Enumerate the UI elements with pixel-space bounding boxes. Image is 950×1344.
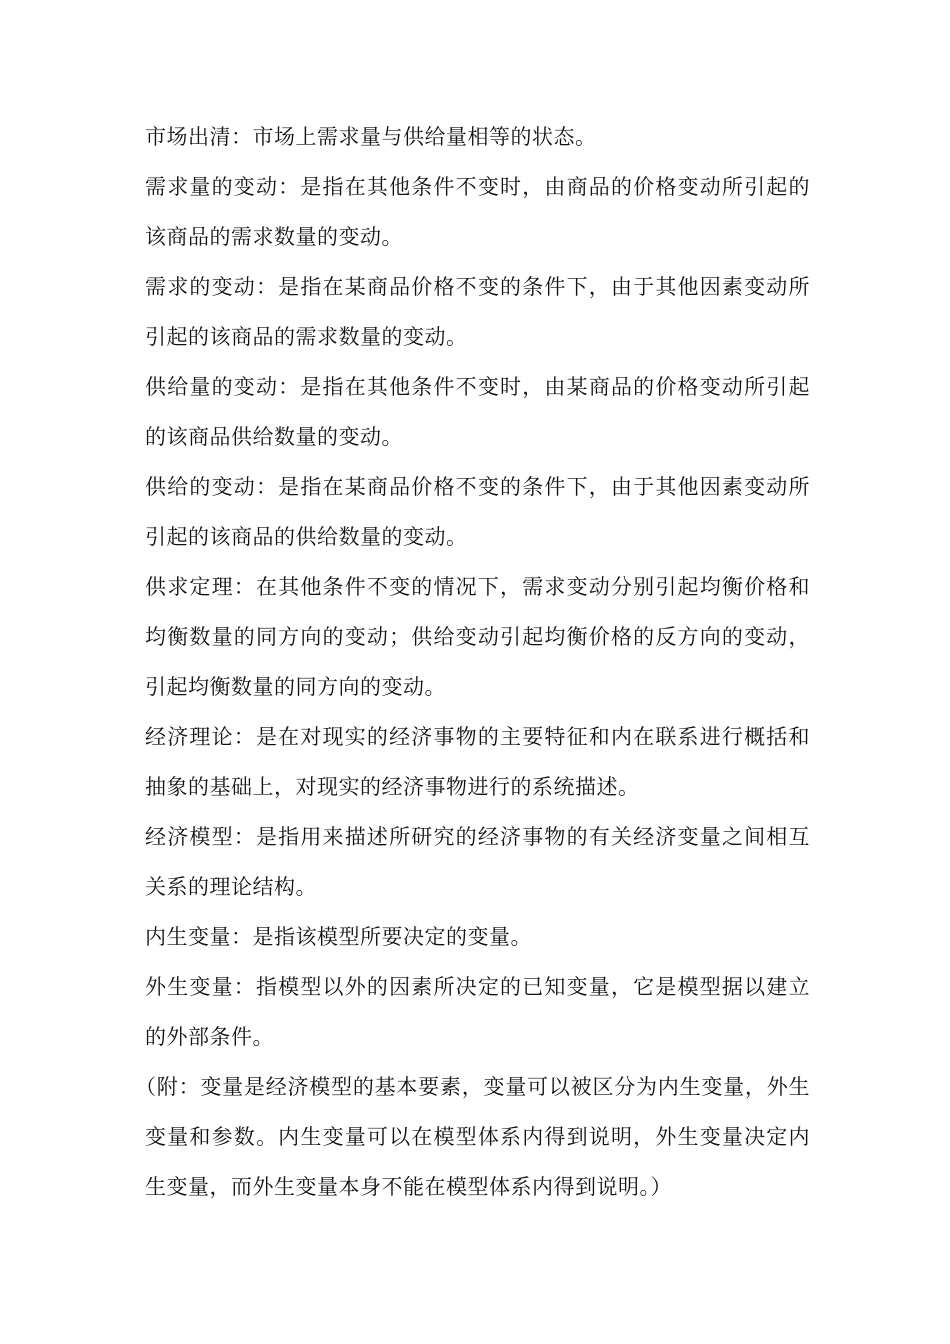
definition-endogenous-variable: 内生变量：是指该模型所要决定的变量。 (145, 925, 532, 949)
definition-economic-model: 经济模型：是指用来描述所研究的经济事物的有关经济变量之间相互关系的理论结构。 (145, 825, 810, 899)
definition-law-of-supply-and-demand: 供求定理：在其他条件不变的情况下，需求变动分别引起均衡价格和均衡数量的同方向的变动；供给变动引起均衡价格的反方向的变动，引起均衡数量的同方向的变动。 (145, 575, 810, 699)
definition-exogenous-variable: 外生变量：指模型以外的因素所决定的已知变量，它是模型据以建立的外部条件。 (145, 975, 810, 1049)
definition-economic-theory: 经济理论：是在对现实的经济事物的主要特征和内在联系进行概括和抽象的基础上，对现实的经济事物进行的系统描述。 (145, 725, 810, 799)
document-body (135, 112, 810, 1212)
definition-market-clearing: 市场出清：市场上需求量与供给量相等的状态。 (145, 125, 597, 149)
appendix-note: （附：变量是经济模型的基本要素，变量可以被区分为内生变量，外生变量和参数。内生变量可以在模型体系内得到说明，外生变量决定内生变量，而外生变量本身不能在模型体系内得到说明。） (135, 1075, 810, 1199)
definition-change-in-demand: 需求的变动：是指在某商品价格不变的条件下，由于其他因素变动所引起的该商品的需求数量的变动。 (145, 275, 810, 349)
definition-change-in-quantity-demanded: 需求量的变动：是指在其他条件不变时，由商品的价格变动所引起的该商品的需求数量的变动。 (145, 175, 810, 249)
definition-change-in-quantity-supplied: 供给量的变动：是指在其他条件不变时，由某商品的价格变动所引起的该商品供给数量的变动。 (145, 375, 810, 449)
definition-change-in-supply: 供给的变动：是指在某商品价格不变的条件下，由于其他因素变动所引起的该商品的供给数量的变动。 (145, 475, 810, 549)
